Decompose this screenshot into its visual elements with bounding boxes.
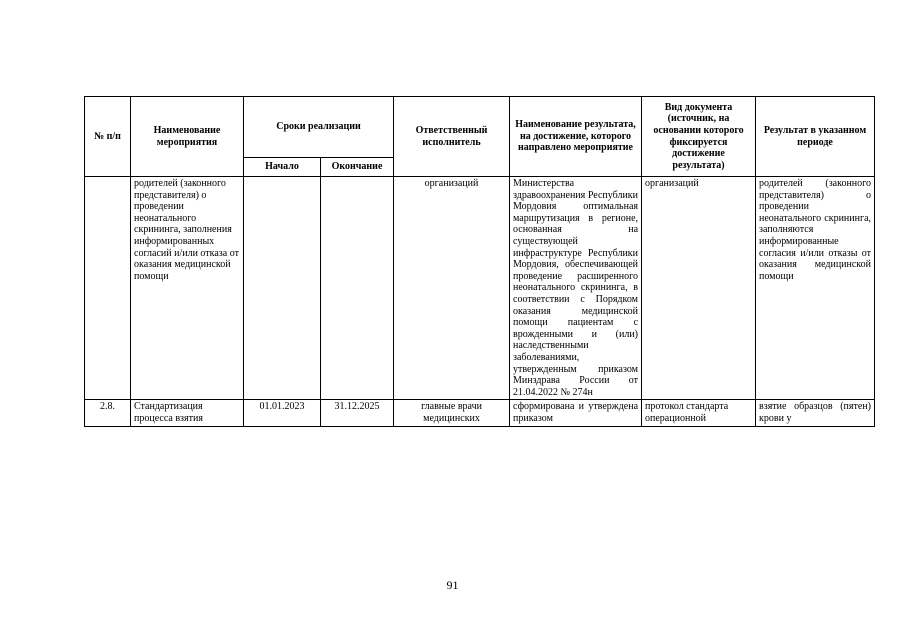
header-start: Начало xyxy=(244,158,321,177)
row-num: 2.8. xyxy=(85,400,131,427)
row-start xyxy=(244,177,321,400)
row-responsible: организаций xyxy=(394,177,510,400)
row-name: Стандартизация процесса взятия xyxy=(131,400,244,427)
row-result-period: взятие образцов (пятен) крови у xyxy=(756,400,875,427)
plan-table xyxy=(84,96,875,427)
row-doc-type: протокол стандарта операционной xyxy=(642,400,756,427)
row-end xyxy=(321,177,394,400)
row-responsible: главные врачи медицинских xyxy=(394,400,510,427)
row-num xyxy=(85,177,131,400)
table-row xyxy=(85,400,875,427)
row-end: 31.12.2025 xyxy=(321,400,394,427)
row-result-name: Министерства здравоохранения Республики Мордовия оптимальная маршрутизация в регионе, основанная на существующей инфраструктуре Республики Мордовия, обеспечивающей проведение расширенного неонатального скрининга, в соответствии с Порядком оказания медицинской помощи пациентам с врожденными и (или) наследственными заболеваниями, утвержденным приказом Минздрава России от 21.04.2022 № 274н xyxy=(510,177,642,400)
row-result-name: сформирована и утверждена приказом xyxy=(510,400,642,427)
header-terms: Сроки реализации xyxy=(244,97,394,158)
header-result-name: Наименование результата, на достижение, которого направлено мероприятие xyxy=(510,97,642,177)
header-end: Окончание xyxy=(321,158,394,177)
row-start: 01.01.2023 xyxy=(244,400,321,427)
table-row xyxy=(85,177,875,400)
row-name: родителей (законного представителя) о проведении неонатального скрининга, заполнения информированных согласий и/или отказа от оказания медицинской помощи xyxy=(131,177,244,400)
row-doc-type: организаций xyxy=(642,177,756,400)
header-responsible: Ответственный исполнитель xyxy=(394,97,510,177)
header-num: № п/п xyxy=(85,97,131,177)
header-result-period: Результат в указанном периоде xyxy=(756,97,875,177)
header-doc-type: Вид документа (источник, на основании которого фиксируется достижение результата) xyxy=(642,97,756,177)
header-name: Наименование мероприятия xyxy=(131,97,244,177)
row-result-period: родителей (законного представителя) о проведении неонатального скрининга, заполняются информированные согласия и/или отказы от оказания медицинской помощи xyxy=(756,177,875,400)
page-number: 91 xyxy=(446,578,459,592)
